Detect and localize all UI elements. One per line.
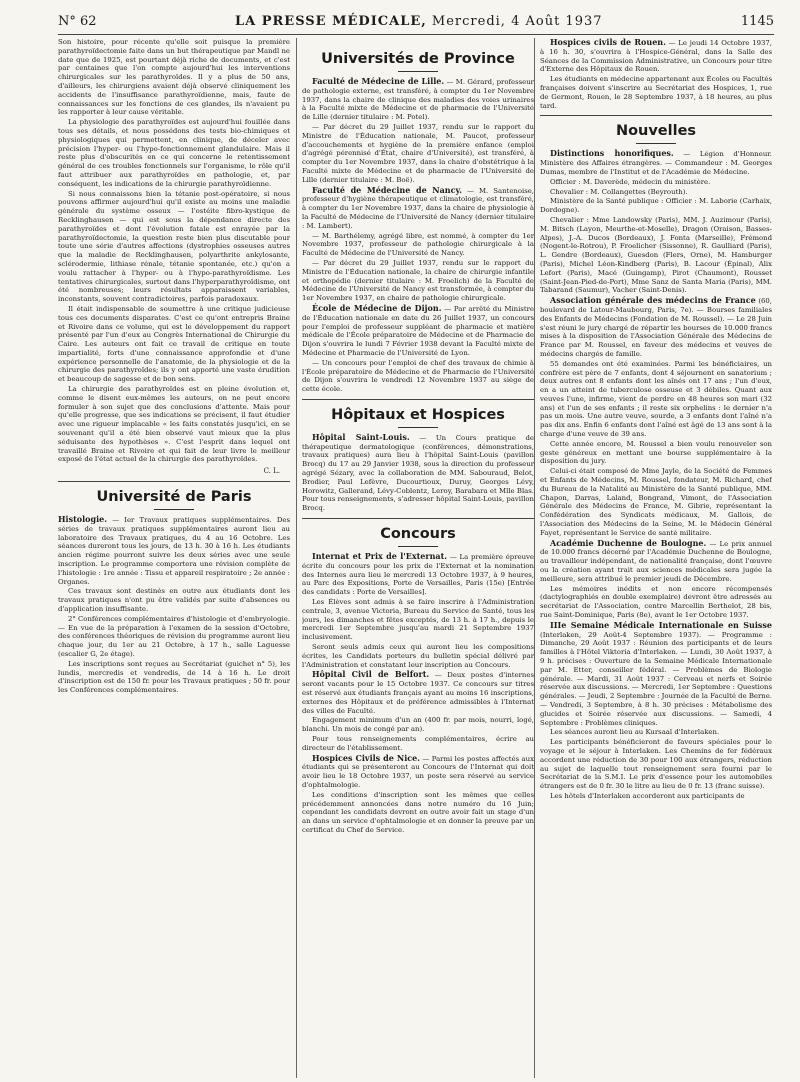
news-paragraph: Celui-ci était composé de Mme Jayle, de la Société de Femmes et Enfants de Médecins, M. Roussel, fondateur, M. Richard, chef du Bureau de la Natalité au Ministère de la Santé publique, MM. Chapon, Darras, Laland, Bongrand, Vimont, de l'Association Générale des Médecins de France, M. Gibrie, représentant la Confédération des Syndicats médicaux, M. Gallois, de l'Association des Médecins de la Seine, M. le Médecin Général Fayet, représentant le Service de santé militaire. (540, 467, 772, 537)
review-signature: C. L. (263, 467, 280, 476)
section-title-universite-paris: Université de Paris (96, 489, 252, 506)
item-heading: Faculté de Médecine de Lille. (312, 76, 445, 86)
news-paragraph: Seront seuls admis ceux qui auront lieu les compositions écrites, les Candidats porteurs du bulletin spécial délivré par l'Administration et constatant leur inscription au Concours. (302, 643, 534, 669)
item-heading: IIIe Semaine Médicale Internationale en Suisse (550, 619, 772, 630)
review-paragraph: La physiologie des parathyroïdes est aujourd'hui fouillée dans tous ses détails, et nous possédons des tests bio-chimiques et physiologiques qui permettent, en clinique, de déceler avec précision l'hyper- ou l'hypo-fonctionnement glandulaire. Mais il reste plus d'obscurités en ce qui concerne le retentissement général de ces troubles fonctionnels sur l'organisme, le rôle qu'il faut attribuer aux parathyroïdes en pathologie, et, par conséquent, les indications de la chirurgie parathyroïdienne. (58, 118, 290, 188)
news-item-academie (540, 539, 772, 584)
item-heading: Association générale des médecins de France (550, 295, 756, 306)
item-heading: Hospices civils de Rouen. (550, 38, 666, 47)
item-heading: Faculté de Médecine de Nancy. (312, 184, 463, 195)
page-number: 1145 (740, 13, 774, 29)
section-divider (302, 518, 534, 519)
news-paragraph: Les étudiants en médecine appartenant aux Écoles ou Facultés françaises doivent s'inscrire au Secrétariat des Hospices, 1, rue de Germont, Rouen, le 28 Septembre 1937, à 18 heures, au plus tard. (540, 75, 772, 110)
news-paragraph: Les mémoires inédits et non encore récompensés (dactylographiés en double exemplaire) devront être adressés au secrétariat de l'Association, centre Marcellin Berthelot, 28 bis, rue Saint-Dominique, Paris (8e), avant le 1er Octobre 1937. (540, 584, 772, 620)
item-text: — Parmi les postes affectés aux étudiants qui se présenteront au Concours de l'Internat qui doit avoir lieu le 18 Octobre 1937, un poste sera réservé au service d'ophtalmologie. (302, 754, 534, 789)
section-title-universites-province: Universités de Province (321, 51, 515, 67)
item-text: — M. Santenoise, professeur d'hygiène thérapeutique et climatologie, est transféré, à compter du 1er Novembre 1937, dans la chaire de physiologie à la Faculté de Médecine de l'Université de Nancy (dernier titulaire : M. Lambert). (302, 186, 534, 230)
news-item-rouen (540, 38, 772, 74)
news-paragraph: Les inscriptions sont reçues au Secrétariat (guichet n° 5), les lundis, mercredis et vendredis, de 14 à 16 h. Le droit d'inscription est de 150 fr. pour les Travaux pratiques ; 50 fr. pour les Conférences complémentaires. (58, 659, 290, 695)
item-heading: Académie Duchenne de Boulogne. (550, 537, 707, 548)
section-title-nouvelles: Nouvelles (615, 123, 697, 140)
news-paragraph: Engagement minimum d'un an (400 fr. par mois, nourri, logé, blanchi. Un mois de congé par an). (302, 716, 534, 734)
issue-date: Mercredi, 4 Août 1937 (431, 13, 603, 29)
section-divider (540, 115, 772, 116)
journal-name: LA PRESSE MÉDICALE, (234, 13, 427, 29)
title-underline (154, 509, 194, 510)
issue-number: N° 62 (58, 13, 97, 29)
news-paragraph: Les hôtels d'Interlaken accorderont aux participants de (550, 791, 745, 800)
news-paragraph: 55 demandes ont été examinées. Parmi les bénéficiaires, un confrère est père de 7 enfants, dont 4 séjournent en sanatorium ; deux autres ont 8 enfants dont les aînés ont 17 ans ; l'un d'eux, en a un atteint de tuberculose osseuse et 3 débiles. Quant aux veuves l'une, infirme, vient de perdre en 48 heures son mari (32 ans) et l'un de ses enfants ; il reste six orphelins : le dernier n'a pas un mois. Une autre veuve, sourde, a 3 enfants dont l'aîné n'a pas dix ans. Enfin 6 enfants dont l'aîné est âgé de 13 ans sont à la charge d'une veuve de 39 ans. (540, 359, 772, 439)
news-item-saint-louis (302, 433, 534, 513)
news-item-nice (302, 754, 534, 790)
news-paragraph: Chevalier : M. Collangettes (Beyrouth). (550, 187, 688, 196)
review-paragraph: Si nous connaissons bien la tétanie post-opératoire, si nous pouvons affirmer aujourd'hui qu'il existe au moins une maladie générale du système osseux — l'ostéite fibro-kystique de Recklinghausen — qui est sous la dépendance directe des parathyroïdes et dont l'évolution fatale est enrayée par la parathyroïdectomie, la question reste bien plus discutable pour toute une série d'autres affections (dystrophies osseuses autres que la maladie de Recklinghausen, polyarthrite ankylosante, sclérodermie, lithiase rénale, tétanie spontanée, etc.) qu'on a voulu rattacher à l'hyper- ou à l'hypo-parathyroïdisme. Les tentatives chirurgicales, surtout dans l'hyperparathyroïdisme, ont été nombreuses; leurs résultats apparaissent variables, inconstants, souvent contradictoires, parfois paradoxaux. (58, 189, 290, 304)
item-text: — Le prix annuel de 10.000 francs décerné par l'Académie Duchenne de Boulogne, au travailleur indépendant, de nationalité française, dont l'œuvre ou la création ayant trait aux sciences médicales sera jugée la meilleure, sera attribué le premier jeudi de Décembre. (540, 539, 772, 583)
journal-title (235, 14, 603, 29)
news-paragraph: — Par décret du 29 Juillet 1937, rendu sur le rapport du Ministre de l'Éducation nationale, la chaire de chirurgie infantile et orthopédie (dernier titulaire : M. Froelich) de la Faculté de Médecine de l'Université de Nancy est transformée, à compter du 1er Novembre 1937, en chaire de pathologie chirurgicale. (302, 258, 534, 303)
news-paragraph: — M. Barthélemy, agrégé libre, est nommé, à compter du 1er Novembre 1937, professeur de pathologie chirurgicale à la Faculté de Médecine de l'Université de Nancy. (302, 231, 534, 258)
news-item-internat (302, 552, 534, 597)
news-paragraph: Les participants bénéficieront de faveurs spéciales pour le voyage et le séjour à Interlaken. Les Chemins de fer fédéraux accordent une réduction de 30 pour 100 aux étrangers, réduction au sujet de laquelle tout renseignement sera fourni par le Secrétariat de la S.M.I. Le prix d'essence pour les automobiles étrangers est de 0 fr. 30 le litre au lieu de 0 fr. 13 (franc suisse). (540, 738, 772, 791)
news-paragraph: Ces travaux sont destinés en outre aux étudiants dont les travaux pratiques n'ont pu être validés par suite d'absences ou d'application insuffisante. (58, 587, 290, 614)
news-paragraph: Pour tous renseignements complémentaires, écrire au directeur de l'établissement. (302, 735, 534, 752)
review-paragraph: Son histoire, pour récente qu'elle soit puisque la première parathyroïdectomie faite dans un but thérapeutique par Mandl ne date que de 1925, est pourtant déjà riche de documents, et c'est par centaines que l'on compte aujourd'hui les interventions chirurgicales sur les parathyroïdes. Il y a plus de 50 ans, d'ailleurs, les chirurgiens avaient déjà observé cliniquement les accidents de l'insuffisance parathyroïdienne, mais, faute de connaissances sur les fonctions de ces glandes, ils n'avaient pu les rapporter à leur cause véritable. (58, 38, 290, 117)
news-item-distinctions (540, 149, 772, 176)
item-heading: Internat et Prix de l'Externat. (312, 551, 448, 562)
news-paragraph: 2° Conférences complémentaires d'histologie et d'embryologie. — En vue de la préparation à l'examen de la session d'Octobre, des conférences théoriques de révision du programme auront lieu chaque jour, du 1er au 21 Octobre, à 17 h., salle Laguesse (escalier G, 2e étage). (58, 614, 290, 658)
item-text: — Par arrêté du Ministre de l'Éducation nationale en date du 26 Juillet 1937, un concours pour l'emploi de professeur suppléant de pharmacie et matière médicale de l'École préparatoire de Médecine et de Pharmacie de Dijon s'ouvrira le lundi 7 Février 1938 devant la Faculté mixte de Médecine et Pharmacie de l'Université de Lyon. (302, 304, 534, 357)
item-text: (Interlaken, 29 Août-4 Septembre 1937). — Programme : Dimanche, 29 Août 1937 : Réunion des participants et de leurs familles à l'Hôtel Viktoria d'Interlaken. — Lundi, 30 Août 1937, à 9 h. précises : Ouverture de la Semaine Médicale Internationale par M. Etter, conseiller fédéral. — Problèmes de Biologie générale. — Mardi, 31 Août 1937 : Cerveau et nerfs et Soirée réservée aux discussions. — Mercredi, 1er Septembre : Questions générales. — Jeudi, 2 Septembre : Journée de la Faculté de Berne. — Vendredi, 3 Septembre, à 8 h. 30 précises : Métabolisme des glucides et Soirée réservée aux discussions. — Samedi, 4 Septembre : Problèmes cliniques. (540, 630, 772, 727)
item-text: — Un Cours pratique de thérapeutique dermatologique (conférences, démonstrations, travaux pratiques) aura lieu à l'hôpital Saint-Louis (pavillon Brocq) du 17 au 29 Janvier 1938, sous la direction du professeur agrégé Sézary, avec la collaboration de MM. Sabouraud, Belot, Brodier, Paul Lefèvre, Ducourtioux, Duruy, Georges Lévy, Horowitz, Gallerand, Lévy-Coblentz, Leroy, Barabara et Mlle Blas. Pour tous renseignements, s'adresser hôpital Saint-Louis, pavillon Brocq. (302, 433, 534, 513)
column-right (540, 38, 772, 1078)
item-text: — Ier Travaux pratiques supplémentaires. Des séries de travaux pratiques supplémentaires auront lieu au laboratoire des Travaux pratiques, du 4 au 16 Octobre. Les séances dureront tous les jours, de 13 h. 30 à 16 h. Les étudiants ancien régime pourront suivre les deux séries avec une seule inscription. Le programme comportera une révision complète de l'histologie : 1re année : Tissu et appareil respiratoire ; 2e année : Organes. (58, 516, 290, 586)
column-middle (302, 38, 534, 1078)
page-header (58, 8, 774, 35)
item-heading: Distinctions honorifiques. (550, 148, 674, 159)
item-text: — Le jeudi 14 Octobre 1937, à 16 h. 30, s'ouvrira à l'Hospice-Général, dans la Salle des Séances de la Commission Administrative, un Concours pour titre d'Externe des Hôpitaux de Rouen. (540, 39, 772, 74)
news-item-semaine-suisse (540, 621, 772, 728)
section-divider (302, 399, 534, 400)
news-paragraph: Ministère de la Santé publique : Officier : M. Laborie (Carhaix, Dordogne). (540, 197, 772, 215)
item-text: — Deux postes d'internes seront vacants pour le 15 Octobre 1937. Ce concours sur titres est réservé aux étudiants français ayant au moins 16 inscriptions, externes des Hôpitaux et de préférence admissibles à l'Internat des villes de Faculté. (302, 671, 534, 715)
item-text: — Légion d'Honneur. Ministère des Affaires étrangères. — Commandeur : M. Georges Dumas, membre de l'Institut et de l'Académie de Médecine. (540, 150, 772, 176)
news-item-histologie (58, 515, 290, 586)
column-rule (534, 38, 535, 1078)
column-left (58, 38, 290, 1078)
item-text: — La première épreuve écrite du concours pour les prix de l'Externat et la nomination des Internes aura lieu le mercredi 13 Octobre 1937, à 9 heures, au Parc des Expositions, Porte de Versailles, Paris (15e) [Entrée des candidats : Porte de Versailles]. (302, 553, 534, 597)
review-paragraph: Il était indispensable de soumettre à une critique judicieuse tous ces documents disparates. C'est ce qu'ont entrepris Braine et Rivoire dans ce volume, qui est le développement du rapport présenté par l'un d'eux au Congrès International de Chirurgie du Caire. Les auteurs ont fait ce travail de critique en toute impartialité, forts d'une connaissance approfondie et d'une expérience personnelle de l'anatomie, de la physiologie et de la chirurgie des parathyroïdes; ils y ont apporté une vaste érudition et beaucoup de sagesse et de bon sens. (58, 304, 290, 384)
item-heading: École de Médecine de Dijon. (312, 302, 442, 313)
news-paragraph: Officier : M. Daverède, médecin du ministère. (550, 177, 711, 186)
news-paragraph: — Par décret du 29 Juillet 1937, rendu sur le rapport du Ministre de l'Éducation nationale, M. Paucot, professeur d'accouchements et hygiène de la première enfance (emploi d'agrégé pérennisé d'État, chaire d'Université), est transféré, à compter du 1er Novembre 1937, dans la chaire d'obstétrique à la Faculté mixte de Médecine et de pharmacie de l'Université de Lille (dernier titulaire : M. Boë). (302, 122, 534, 184)
news-item-belfort (302, 670, 534, 715)
item-text: (60, boulevard de Latour-Maubourg, Paris, 7e). — Bourses familiales des Enfants de Médecins (Fondation de M. Roussel). — Le 28 Juin s'est réuni le jury chargé de répartir les bourses de 10.000 francs mises à la disposition de l'Association Générale des Médecins de France par M. Roussel, en faveur des médecins et veuves de médecins chargés de famille. (540, 297, 772, 358)
section-title-hopitaux: Hôpitaux et Hospices (331, 406, 505, 423)
news-item-nancy (302, 186, 534, 231)
news-paragraph: Les conditions d'inscription sont les mêmes que celles précédemment annoncées dans notre numéro du 16 Juin; cependant les candidats devront en outre avoir fait un stage d'un an dans un service d'ophtalmologie et en donner la preuve par un certificat du Chef de Service. (302, 790, 534, 834)
title-underline (398, 546, 438, 547)
section-title-concours: Concours (380, 526, 456, 543)
title-underline (398, 427, 438, 428)
news-paragraph: Chevalier : Mme Landowsky (Paris), MM. J. Auzimour (Paris), M. Bitsch (Layon, Meurthe-et-Moselle), Dragon (Oraison, Basses-Alpes), J.-A. Ducos (Bordeaux), J. Fonta (Marseille), Frémond (Nogent-le-Rotrou), P. Froelicher (Sissonne), R. Gaulliard (Paris), L. Gendre (Bordeaux), Guesdon (Flers, Orne), M. Hamburger (Paris), Michel Léon-Kindberg (Paris), B. Lacour (Épinal), Alix Lefort (Paris), Macé (Guingamp), Pirot (Chaumont), Rousset (Saint-Jean-Pied-de-Port), Mme Sanz de Santa Maria (Paris), MM. Tabarand (Saumur), Vacher (Saint-Denis). (540, 215, 772, 295)
news-paragraph: Cette année encore, M. Roussel a bien voulu renouveler son geste généreux en mettant une bourse supplémentaire à la disposition du jury. (540, 439, 772, 466)
news-paragraph: Les Élèves sont admis à se faire inscrire à l'Administration centrale, 3, avenue Victoria, Bureau du Service de Santé, tous les jours, les dimanches et fêtes exceptés, de 13 h. à 17 h., depuis le mercredi 1er Septembre jusqu'au mardi 21 Septembre 1937 inclusivement. (302, 598, 534, 642)
column-rule (296, 38, 297, 1078)
section-divider (58, 481, 290, 482)
item-heading: Hôpital Civil de Belfort. (312, 669, 430, 680)
item-heading: Hospices Civils de Nice. (312, 752, 420, 763)
news-paragraph: Les séances auront lieu au Kursaal d'Interlaken. (550, 728, 720, 737)
title-underline (636, 143, 676, 144)
news-item-association (540, 296, 772, 359)
item-heading: Hôpital Saint-Louis. (312, 431, 410, 442)
item-text: — M. Gérard, professeur de pathologie externe, est transféré, à compter du 1er Novembre 1937, dans la chaire de clinique des maladies des voies urinaires à la Faculté mixte de Médecine et de pharmacie de l'Université de Lille (dernier titulaire : M. Potel). (302, 78, 534, 122)
news-item-lille (302, 77, 534, 122)
title-underline (398, 71, 438, 72)
item-heading: Histologie. (58, 514, 108, 525)
news-paragraph: — Un concours pour l'emploi de chef des travaux de chimie à l'École préparatoire de Médecine et de Pharmacie de l'Université de Dijon s'ouvrira le vendredi 12 Novembre 1937 au siège de cette école. (302, 358, 534, 394)
news-item-dijon (302, 304, 534, 358)
review-paragraph: La chirurgie des parathyroïdes est en pleine évolution et, comme le disent eux-mêmes les auteurs, on ne peut encore formuler à son sujet que des conclusions d'attente. Mais pour qu'elle progresse, que ses indications se précisent, il faut étudier avec une rigueur implacable « les faits constatés jusqu'ici, en se souvenant qu'il a été bien observé vaut mieux que la plus séduisante des hypothèses ». C'est l'esprit dans lequel ont travaillé Braine et Rivoire et qui fait de leur livre le meilleur exposé de l'état actuel de la chirurgie des parathyroïdes. (58, 385, 290, 464)
